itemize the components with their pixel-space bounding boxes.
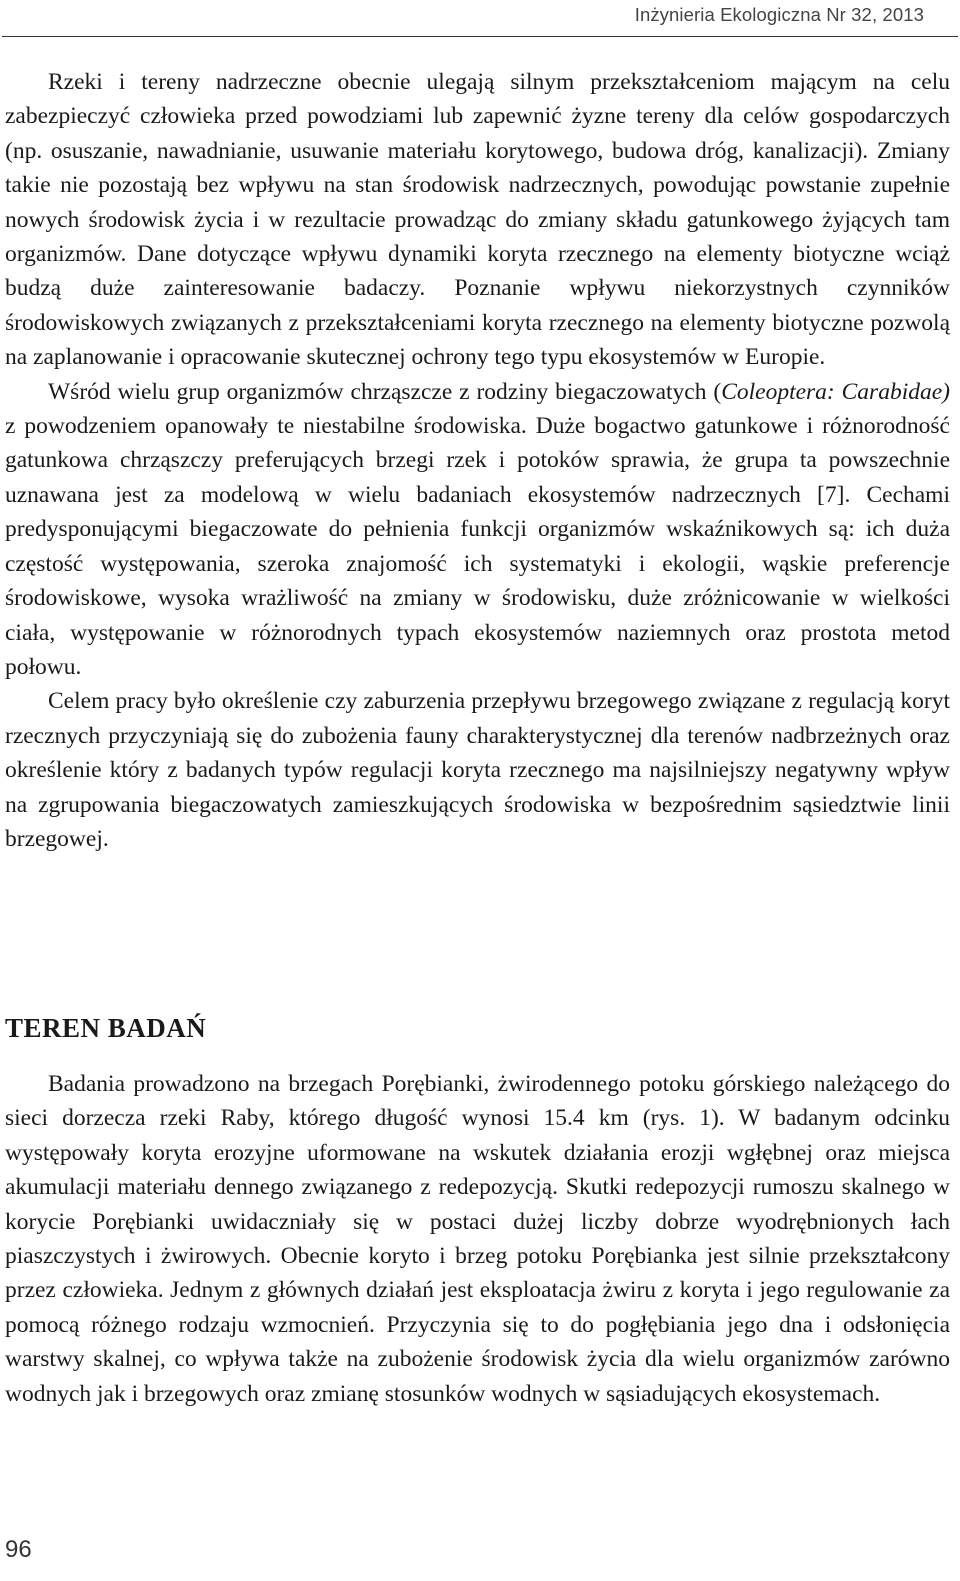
paragraph-2-lead: Wśród wielu grup organizmów chrząszcze z rodziny biegaczowatych (: [48, 378, 722, 405]
section-heading: TEREN BADAŃ: [5, 1013, 207, 1043]
taxon-name: Coleoptera: Carabidae): [721, 378, 950, 405]
intro-text: [5, 65, 950, 856]
paragraph-2-rest: z powodzeniem opanowały te niestabilne środowiska. Duże bogactwo gatunkowe i różnorodność gatunkowa chrząszczy preferujących brzegi rzek i potoków sprawia, że grupa ta powszechnie uznawana jest za modelową w wielu badaniach ekosystemów nadrzecznych [7]. Cechami predysponującymi biegaczowate do pełnienia funkcji organizmów wskaźnikowych są: ich duża częstość występowania, szeroka znajomość ich systematyki i ekologii, wąskie preferencje środowiskowe, wysoka wrażliwość na zmiany w środowisku, duże zróżnicowanie w wielkości ciała, występowanie w różnorodnych typach ekosystemów naziemnych oraz prostota metod połowu.: [5, 413, 950, 680]
section-paragraph-1: Badania prowadzono na brzegach Porębianki, żwirodennego potoku górskiego należącego do sieci dorzecza rzeki Raby, którego długość wynosi 15.4 km (rys. 1). W badanym odcinku występowały koryta erozyjne uformowane na wskutek działania erozji wgłębnej oraz miejsca akumulacji materiału dennego związanego z redepozycją. Skutki redepozycji rumoszu skalnego w korycie Porębianki uwidaczniały się w postaci dużej liczby dobrze wyodrębnionych łach piaszczystych i żwirowych. Obecnie koryto i brzeg potoku Porębianka jest silnie przekształcony przez człowieka. Jednym z głównych działań jest eksploatacja żwiru z koryta i jego regulowanie za pomocą różnego rodzaju wzmocnień. Przyczynia się to do pogłębiania jego dna i odsłonięcia warstwy skalnej, co wpływa także na zubożenie środowisk życia dla wielu organizmów zarówno wodnych jak i brzegowych oraz zmianę stosunków wodnych w sąsiadujących ekosystemach.: [5, 1071, 950, 1407]
intro-paragraph-1: Rzeki i tereny nadrzeczne obecnie ulegają silnym przekształceniom mającym na celu zabezpieczyć człowieka przed powodziami lub zapewnić żyzne tereny dla celów gospodarczych (np. osuszanie, nawadnianie, usuwanie materiału korytowego, budowa dróg, kanalizacji). Zmiany takie nie pozostają bez wpływu na stan środowisk nadrzecznych, powodując powstanie zupełnie nowych środowisk życia i w rezultacie prowadząc do zmiany składu gatunkowego żyjących tam organizmów. Dane dotyczące wpływu dynamiki koryta rzecznego na elementy biotyczne wciąż budzą duże zainteresowanie badaczy. Poznanie wpływu niekorzystnych czynników środowiskowych związanych z przekształceniami koryta rzecznego na elementy biotyczne pozwolą na zaplanowanie i opracowanie skutecznej ochrony tego typu ekosystemów w Europie.: [5, 69, 950, 371]
section-text: [5, 1067, 950, 1411]
header-rule: [2, 36, 958, 37]
page-number: 96: [5, 1536, 32, 1563]
intro-paragraph-3: Celem pracy było określenie czy zaburzenia przepływu brzegowego związane z regulacją koryt rzecznych przyczyniają się do zubożenia fauny charakterystycznej dla terenów nadbrzeżnych oraz określenie który z badanych typów regulacji koryta rzecznego ma najsilniejszy negatywny wpływ na zgrupowania biegaczowatych zamieszkujących środowiska w bezpośrednim sąsiedztwie linii brzegowej.: [5, 688, 950, 852]
intro-paragraph-2: [5, 375, 950, 685]
running-header: Inżynieria Ekologiczna Nr 32, 2013: [634, 4, 924, 25]
